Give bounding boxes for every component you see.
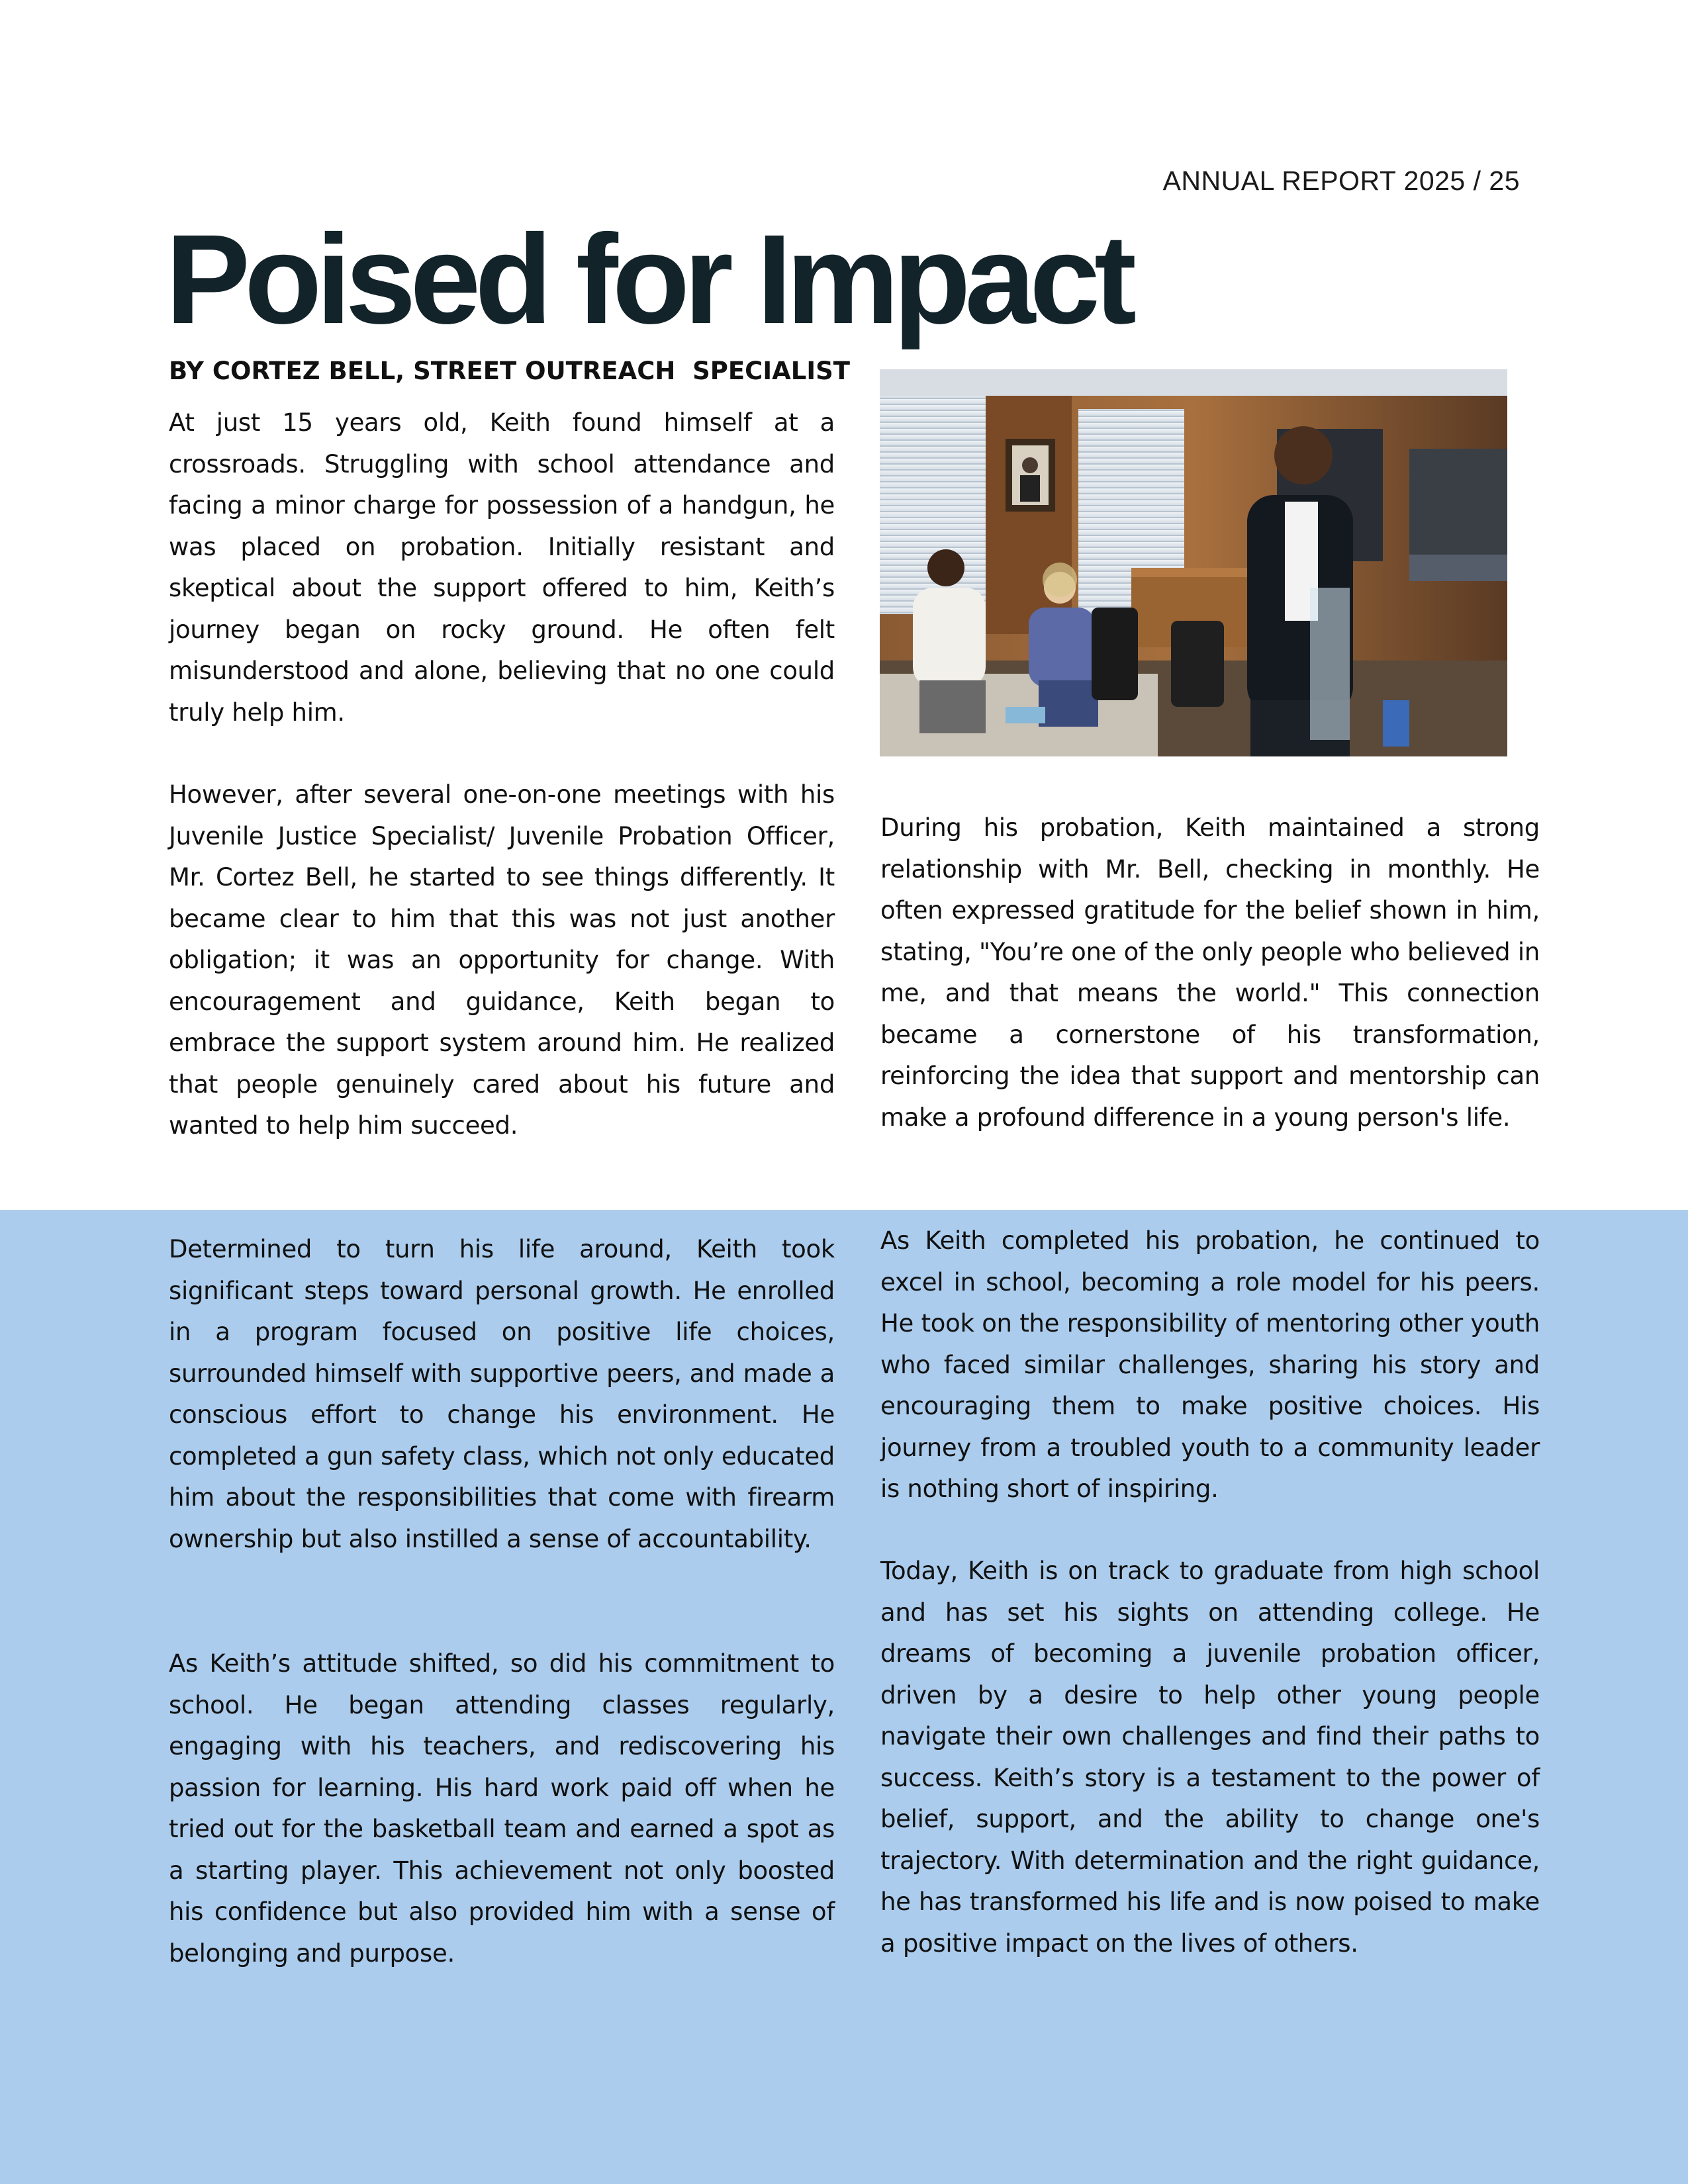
right-column-bottom xyxy=(880,1551,1540,1964)
left-column-middle xyxy=(169,774,835,1147)
right-column-middle xyxy=(880,1220,1540,1510)
left-column-lower xyxy=(169,1229,835,1560)
byline: BY CORTEZ BELL, STREET OUTREACH SPECIALIST xyxy=(169,357,850,385)
paragraph-1: At just 15 years old, Keith found himself at a crossroads. Struggling with school attendance and facing a minor charge for possession of a handgun, he was placed on probation. Initially resistant and skeptical about the support offered to him, Keith’s journey began on rocky ground. He often felt misunderstood and alone, believing that no one could truly help him. xyxy=(169,408,835,727)
paragraph-4: As Keith’s attitude shifted, so did his commitment to school. He began attending classes regularly, engaging with his teachers, and rediscovering his passion for learning. His hard work paid off when he tried out for the basketball team and earned a spot as a starting player. This achievement not only boosted his confidence but also provided him with a sense of belonging and purpose. xyxy=(169,1649,835,1968)
paragraph-5: During his probation, Keith maintained a strong relationship with Mr. Bell, checking in monthly. He often expressed gratitude for the belief shown in him, stating, "You’re one of the only people who believed in me, and that means the world." This connection became a cornerstone of his transformation, reinforcing the idea that support and mentorship can make a profound difference in a young person's life. xyxy=(880,813,1540,1132)
paragraph-6: As Keith completed his probation, he continued to excel in school, becoming a role model for his peers. He took on the responsibility of mentoring other youth who faced similar challenges, sharing his story and encouraging them to make positive choices. His journey from a troubled youth to a community leader is nothing short of inspiring. xyxy=(880,1226,1540,1503)
report-page-label: ANNUAL REPORT 2025 / 25 xyxy=(1162,165,1520,196)
left-column-bottom xyxy=(169,1643,835,1974)
right-column-top xyxy=(880,807,1540,1138)
paragraph-7: Today, Keith is on track to graduate from high school and has set his sights on attending college. He dreams of becoming a juvenile probation officer, driven by a desire to help other young people navigate their own challenges and find their paths to success. Keith’s story is a testament to the power of belief, support, and the ability to change one's trajectory. With determination and the right guidance, he has transformed his life and is now poised to make a positive impact on the lives of others. xyxy=(880,1557,1540,1958)
page-title: Poised for Impact xyxy=(165,208,1131,350)
courtroom-photo xyxy=(880,369,1507,756)
paragraph-2: However, after several one-on-one meetings with his Juvenile Justice Specialist/ Juvenile Probation Officer, Mr. Cortez Bell, he started to see things differently. It became clear to him that this was not just another obligation; it was an opportunity for change. With encouragement and guidance, Keith began to embrace the support system around him. He realized that people genuinely cared about his future and wanted to help him succeed. xyxy=(169,780,835,1140)
left-column-top xyxy=(169,402,835,733)
paragraph-3: Determined to turn his life around, Keith took significant steps toward personal growth. He enrolled in a program focused on positive life choices, surrounded himself with supportive peers, and made a conscious effort to change his environment. He completed a gun safety class, which not only educated him about the responsibilities that come with firearm ownership but also instilled a sense of accountability. xyxy=(169,1235,835,1553)
